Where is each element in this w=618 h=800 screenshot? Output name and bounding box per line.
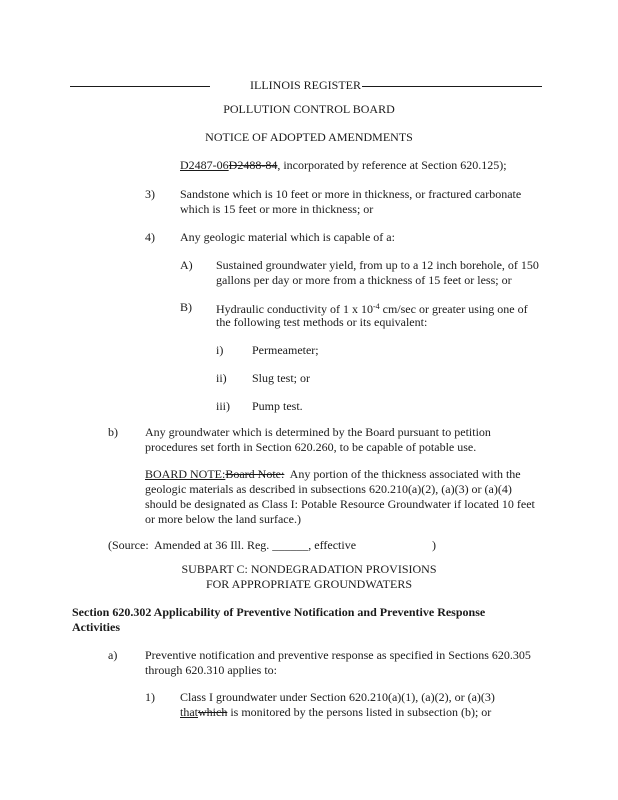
board-note-line1 [145, 467, 521, 481]
itemB-number: B) [180, 300, 192, 314]
source-line [108, 538, 359, 552]
sub-i-text: Permeameter; [252, 343, 319, 357]
item1-number: 1) [145, 690, 155, 704]
itemA-line2: gallons per day or more from a thickness of 15 feet or less; or [216, 273, 512, 287]
itemB-exponent: -4 [372, 302, 380, 311]
item1-old: which [198, 705, 228, 719]
sub-iii-text: Pump test. [252, 399, 303, 413]
board-note-line4: or more below the land surface.) [145, 512, 301, 526]
item3-line1: Sandstone which is 10 feet or more in thickness, or fractured carbonate [180, 187, 522, 201]
item1-line1: Class I groundwater under Section 620.210(a)(1), (a)(2), or (a)(3) [180, 690, 495, 704]
section-heading-line2: Activities [72, 620, 120, 634]
board-note-old: Board Note: [225, 467, 285, 481]
sub-ii-number: ii) [216, 371, 227, 385]
itemb-line1: Any groundwater which is determined by the Board pursuant to petition [145, 425, 491, 439]
source-close: ) [432, 538, 436, 552]
astm-rest: , incorporated by reference at Section 620.125); [277, 158, 507, 172]
item3-line2: which is 15 feet or more in thickness; or [180, 202, 374, 216]
board-note-l1: Any portion of the thickness associated with the [284, 467, 521, 481]
header-rule-left [70, 86, 210, 87]
itema-line2: through 620.310 applies to: [145, 663, 277, 677]
register-title-text: ILLINOIS REGISTER [250, 78, 361, 92]
itemB-line1-a: Hydraulic conductivity of 1 x 10 [216, 302, 373, 316]
item3-number: 3) [145, 187, 155, 201]
itemA-line1: Sustained groundwater yield, from up to a 12 inch borehole, of 150 [216, 258, 539, 272]
source-b: , effective [308, 538, 360, 552]
board-note-line3: should be designated as Class I: Potable Resource Groundwater if located 10 feet [145, 497, 535, 511]
item1-rest: is monitored by the persons listed in subsection (b); or [227, 705, 492, 719]
astm-old: D2488-84 [228, 158, 278, 172]
board-title: POLLUTION CONTROL BOARD [223, 102, 395, 116]
itemB-line1 [216, 300, 528, 316]
source-a: (Source: Amended at 36 Ill. Reg. [108, 538, 273, 552]
astm-new: D2487-06 [180, 158, 229, 172]
sub-ii-text: Slug test; or [252, 371, 311, 385]
itemB-line2: the following test methods or its equivalent: [216, 315, 428, 329]
item1-new: that [180, 705, 198, 719]
header-rule-right [362, 86, 542, 87]
astm-line [180, 158, 507, 172]
item4-text: Any geologic material which is capable of a: [180, 230, 395, 244]
section-heading-line1: Section 620.302 Applicability of Preventive Notification and Preventive Response [72, 605, 486, 619]
notice-title: NOTICE OF ADOPTED AMENDMENTS [205, 130, 413, 144]
subpart-line1: SUBPART C: NONDEGRADATION PROVISIONS [181, 562, 437, 576]
item4-number: 4) [145, 230, 155, 244]
itemA-number: A) [180, 258, 193, 272]
itemb-number: b) [108, 425, 118, 439]
itemB-line1-b: cm/sec or greater using one of [379, 302, 528, 316]
item1-line2 [180, 705, 491, 719]
source-blank: ______ [272, 538, 309, 552]
sub-i-number: i) [216, 343, 224, 357]
itema-number: a) [108, 648, 118, 662]
board-note-new: BOARD NOTE: [145, 467, 226, 481]
subpart-line2: FOR APPROPRIATE GROUNDWATERS [205, 577, 413, 591]
itema-line1: Preventive notification and preventive response as specified in Sections 620.305 [145, 648, 531, 662]
board-note-line2: geologic materials as described in subsections 620.210(a)(2), (a)(3) or (a)(4) [145, 482, 512, 496]
itemb-line2: procedures set forth in Section 620.260, to be capable of potable use. [145, 440, 477, 454]
sub-iii-number: iii) [216, 399, 230, 413]
register-title [250, 78, 361, 92]
